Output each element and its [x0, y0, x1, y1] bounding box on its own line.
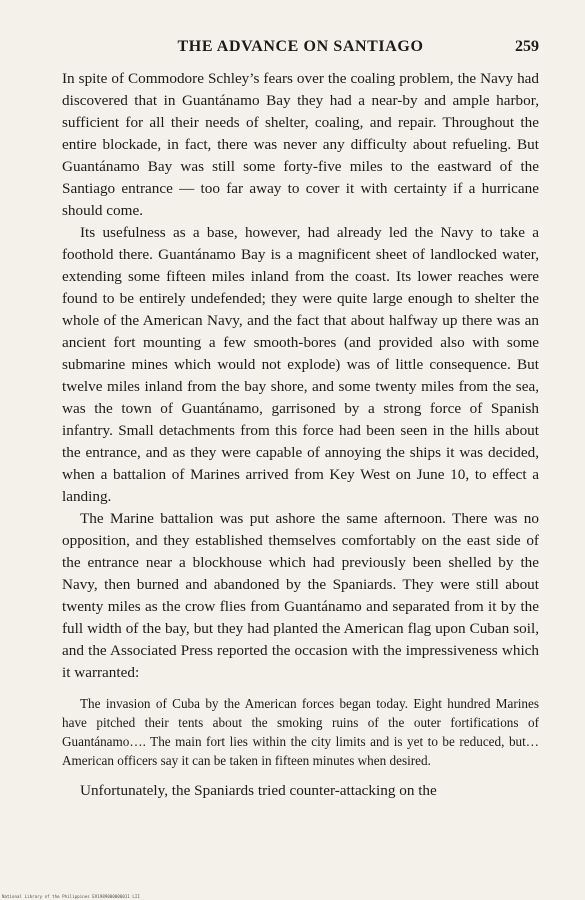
page-number: 259	[515, 38, 539, 55]
running-title: THE ADVANCE ON SANTIAGO	[177, 38, 424, 55]
scan-footer: National Library of the Philippines EV1989000000011 LII	[2, 894, 140, 899]
page-body	[62, 68, 539, 876]
paragraph-1: In spite of Commodore Schley’s fears over the coaling problem, the Navy had discovered that in Guantánamo Bay they had a near-by and ample harbor, sufficient for all their needs of shelter, coaling, and repair. Throughout the entire blockade, in fact, there was never any difficulty about refueling. But Guantánamo Bay was still some forty-five miles to the eastward of the Santiago entrance — too far away to cover it with certainty if a hurricane should come.	[62, 70, 539, 219]
paragraph-2: Its usefulness as a base, however, had already led the Navy to take a foothold there. Guantánamo Bay is a magnificent sheet of landlocked water, extending some fifteen miles inland from the coast. Its lower reaches were found to be entirely undefended; they were quite large enough to shelter the whole of the American Navy, and the fact that about halfway up there was an ancient fort mounting a few smooth-bores (and provided also with some submarine mines which would not explode) was of little consequence. But twelve miles inland from the bay shore, and some twenty miles from the sea, was the town of Guantánamo, garrisoned by a strong force of Spanish infantry. Small detachments from this force had been seen in the hills about the entrance, and as they were capable of annoying the ships it was decided, when a battalion of Marines arrived from Key West on June 10, to effect a landing.	[62, 224, 539, 505]
block-quote: The invasion of Cuba by the American forces began today. Eight hundred Marines have pitched their tents about the smoking ruins of the outer fortifications of Guantánamo…. The main fort lies within the city limits and is yet to be reduced, but… American officers say it can be taken in fifteen minutes when desired.	[62, 696, 539, 768]
page-header	[62, 38, 539, 60]
paragraph-3: The Marine battalion was put ashore the same afternoon. There was no opposition, and they established themselves comfortably on the east side of the entrance near a blockhouse which had previously been shelled by the Navy, then burned and abandoned by the Spaniards. They were still about twenty miles as the crow flies from Guantánamo and separated from it by the full width of the bay, but they had planted the American flag upon Cuban soil, and the Associated Press reported the occasion with the impressiveness which it warranted:	[62, 510, 539, 681]
final-paragraph: Unfortunately, the Spaniards tried counter-attacking on the	[80, 782, 437, 799]
